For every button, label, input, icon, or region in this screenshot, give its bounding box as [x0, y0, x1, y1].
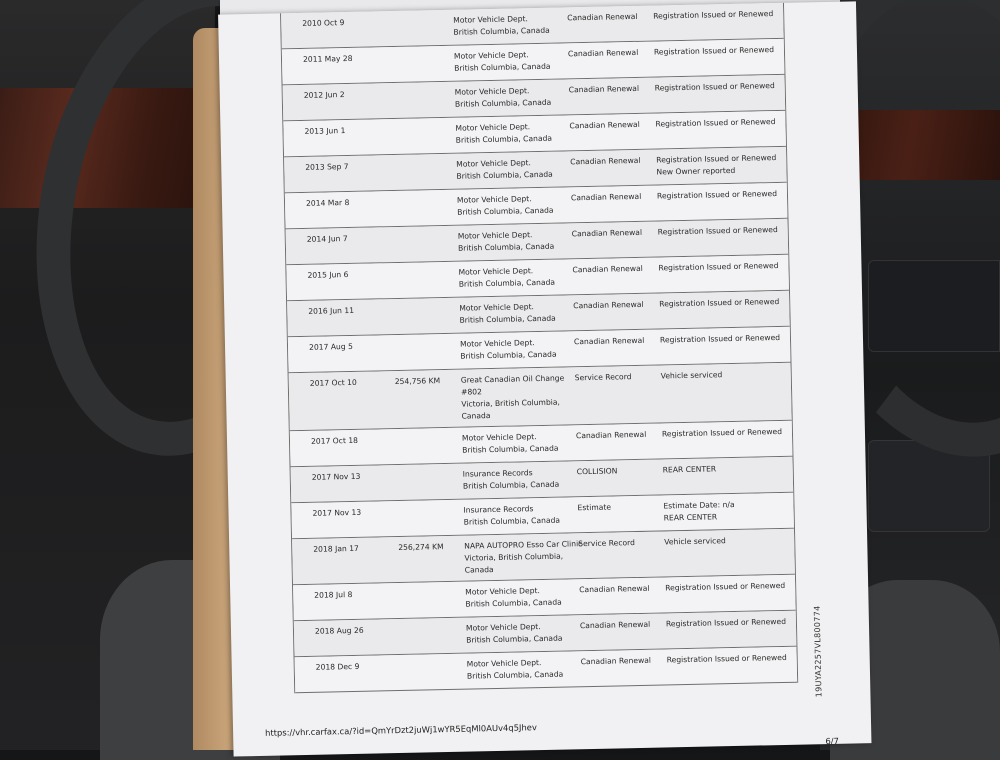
- source-cell-line: British Columbia, Canada: [454, 97, 552, 109]
- details-cell: [656, 152, 784, 179]
- source-cell-line: Motor Vehicle Dept.: [453, 50, 529, 61]
- odometer-cell: [394, 339, 460, 340]
- source-cell-line: Motor Vehicle Dept.: [457, 230, 533, 241]
- details-cell-line: Vehicle serviced: [664, 536, 726, 547]
- source-cell-line: Motor Vehicle Dept.: [459, 302, 535, 313]
- odometer-cell: [401, 659, 467, 660]
- source-cell: [463, 502, 575, 528]
- details-cell: [662, 426, 790, 441]
- source-cell-line: British Columbia, Canada: [459, 313, 556, 325]
- table-row: [289, 363, 792, 432]
- source-cell: [457, 192, 569, 218]
- source-cell-line: Motor Vehicle Dept.: [455, 122, 531, 133]
- date-cell: 2013 Jun 1: [304, 126, 346, 136]
- source-cell-line: Canada: [461, 411, 491, 421]
- date-cell: 2013 Sep 7: [305, 161, 349, 172]
- record-type-cell: Estimate: [577, 502, 612, 513]
- odometer-cell: [389, 87, 455, 88]
- source-cell-line: #802: [460, 387, 482, 397]
- details-cell: [661, 368, 789, 383]
- source-cell-line: British Columbia, Canada: [465, 597, 562, 609]
- details-cell: [654, 44, 782, 59]
- source-cell: [456, 156, 568, 182]
- date-cell: 2017 Oct 18: [310, 435, 359, 446]
- date-cell: 2018 Jul 8: [314, 589, 353, 600]
- details-cell-line: New Owner reported: [656, 165, 736, 177]
- source-cell: [454, 48, 566, 74]
- source-cell-line: Motor Vehicle Dept.: [458, 266, 534, 277]
- details-cell-line: Registration Issued or Renewed: [655, 117, 776, 129]
- record-type-cell: Canadian Renewal: [572, 263, 643, 275]
- details-cell-line: Registration Issued or Renewed: [661, 426, 783, 439]
- source-cell: [459, 300, 571, 326]
- date-cell: 2018 Dec 9: [315, 661, 360, 672]
- source-cell-line: Victoria, British Columbia,: [461, 397, 560, 409]
- vin-number: 19UYA2257VL800774: [812, 605, 824, 698]
- source-cell: [463, 466, 575, 492]
- source-cell-line: Canada: [464, 565, 494, 575]
- odometer-cell: [390, 159, 456, 160]
- source-cell: [462, 430, 574, 456]
- date-cell: 2018 Aug 26: [314, 625, 364, 636]
- record-type-cell: Canadian Renewal: [570, 155, 641, 167]
- source-cell-line: British Columbia, Canada: [454, 61, 551, 73]
- source-cell-line: British Columbia, Canada: [456, 169, 553, 181]
- odometer-cell: [392, 231, 458, 232]
- source-cell-line: British Columbia, Canada: [462, 479, 560, 491]
- odometer-cell: [387, 15, 453, 16]
- source-cell-line: British Columbia, Canada: [458, 277, 556, 289]
- date-cell: 2015 Jun 6: [307, 270, 349, 280]
- source-cell-line: British Columbia, Canada: [466, 633, 563, 645]
- source-cell: [455, 120, 567, 146]
- details-cell: [666, 616, 794, 631]
- details-cell: [665, 580, 793, 595]
- date-cell: 2014 Jun 7: [306, 234, 348, 244]
- details-cell-line: Registration Issued or Renewed: [665, 616, 787, 629]
- record-type-cell: Canadian Renewal: [568, 83, 640, 95]
- source-cell: [464, 538, 583, 576]
- source-cell: [460, 336, 572, 362]
- odometer-cell: [397, 469, 463, 470]
- source-cell: [466, 620, 578, 646]
- details-cell-line: Registration Issued or Renewed: [659, 296, 780, 309]
- details-cell: [663, 462, 791, 477]
- source-cell: [461, 372, 574, 422]
- odometer-cell: [393, 303, 459, 304]
- details-cell-line: Registration Issued or Renewed: [653, 9, 774, 21]
- details-cell-line: Registration Issued or Renewed: [654, 81, 775, 93]
- source-cell: [458, 264, 570, 290]
- odometer-cell: 256,274 KM: [398, 542, 444, 553]
- source-cell-line: British Columbia, Canada: [457, 241, 555, 253]
- details-cell-line: Registration Issued or Renewed: [665, 580, 786, 593]
- source-cell-line: British Columbia, Canada: [463, 515, 561, 527]
- details-cell-line: REAR CENTER: [662, 464, 717, 475]
- record-type-cell: Canadian Renewal: [570, 191, 642, 203]
- date-cell: 2014 Mar 8: [305, 197, 350, 208]
- source-cell: [465, 584, 577, 610]
- record-type-cell: Canadian Renewal: [579, 619, 651, 631]
- source-cell-line: NAPA AUTOPRO Esso Car Clinic: [464, 539, 583, 551]
- source-cell-line: British Columbia, Canada: [455, 133, 553, 145]
- details-cell-line: Registration Issued or Renewed: [666, 652, 787, 665]
- date-cell: 2016 Jun 11: [308, 305, 355, 316]
- odometer-cell: [397, 505, 463, 506]
- details-cell-line: Registration Issued or Renewed: [653, 45, 775, 57]
- report-url: https://vhr.carfax.ca/?id=QmYrDzt2juWj1wYR5EqMl0AUv4q5Jhev: [265, 722, 537, 738]
- source-cell-line: British Columbia, Canada: [453, 25, 550, 37]
- date-cell: 2011 May 28: [302, 53, 353, 64]
- source-cell-line: Motor Vehicle Dept.: [466, 658, 542, 669]
- details-cell: [664, 534, 792, 549]
- date-cell: 2010 Oct 9: [302, 18, 345, 28]
- date-cell: 2017 Nov 13: [311, 471, 361, 482]
- source-cell-line: Motor Vehicle Dept.: [459, 338, 535, 349]
- odometer-cell: 254,756 KM: [394, 376, 441, 387]
- details-cell: [667, 652, 795, 667]
- details-cell-line: Registration Issued or Renewed: [659, 332, 781, 345]
- record-type-cell: COLLISION: [576, 466, 618, 477]
- page-number: 6/7: [825, 735, 840, 747]
- source-cell-line: Motor Vehicle Dept.: [461, 432, 537, 443]
- details-cell-line: REAR CENTER: [663, 512, 718, 523]
- details-cell: [658, 224, 786, 239]
- vehicle-history-page: [218, 1, 871, 756]
- details-cell: [659, 296, 787, 311]
- record-type-cell: Canadian Renewal: [575, 429, 647, 441]
- source-cell-line: Insurance Records: [462, 468, 533, 479]
- source-cell-line: Motor Vehicle Dept.: [453, 14, 528, 25]
- odometer-cell: [400, 623, 466, 624]
- details-cell: [655, 80, 783, 95]
- date-cell: 2012 Jun 2: [303, 90, 345, 100]
- date-cell: 2017 Oct 10: [309, 377, 357, 388]
- source-cell-line: Victoria, British Columbia,: [464, 551, 564, 563]
- date-cell: 2017 Aug 5: [308, 341, 353, 352]
- details-cell-line: Registration Issued or Renewed: [658, 260, 779, 273]
- source-cell: [453, 12, 565, 38]
- source-cell-line: Motor Vehicle Dept.: [465, 622, 541, 633]
- details-cell: [663, 498, 791, 525]
- details-cell-line: Registration Issued or Renewed: [656, 189, 778, 201]
- odometer-cell: [391, 195, 457, 196]
- source-cell-line: British Columbia, Canada: [457, 205, 554, 217]
- record-type-cell: Canadian Renewal: [567, 11, 638, 23]
- odometer-cell: [396, 433, 462, 434]
- record-type-cell: Canadian Renewal: [571, 227, 643, 239]
- details-cell: [655, 116, 783, 131]
- details-cell: [657, 188, 785, 203]
- source-cell: [455, 84, 567, 110]
- details-cell-line: Estimate Date: n/a: [663, 499, 735, 511]
- date-cell: 2018 Jan 17: [313, 543, 359, 554]
- source-cell-line: Motor Vehicle Dept.: [456, 158, 532, 169]
- source-cell-line: Great Canadian Oil Change: [460, 373, 565, 385]
- details-cell: [660, 332, 788, 347]
- odometer-cell: [388, 51, 454, 52]
- date-cell: 2017 Nov 13: [312, 507, 362, 518]
- source-cell-line: Motor Vehicle Dept.: [456, 194, 532, 205]
- record-type-cell: Service Record: [574, 372, 632, 383]
- odometer-cell: [399, 587, 465, 588]
- record-type-cell: Canadian Renewal: [569, 119, 640, 131]
- history-table: [280, 3, 798, 693]
- source-cell-line: Insurance Records: [463, 504, 534, 515]
- record-type-cell: Canadian Renewal: [567, 47, 639, 59]
- record-type-cell: Canadian Renewal: [573, 335, 645, 347]
- odometer-cell: [389, 123, 455, 124]
- odometer-cell: [392, 267, 458, 268]
- details-cell-line: Registration Issued or Renewed: [657, 225, 778, 237]
- source-cell-line: British Columbia, Canada: [460, 349, 557, 361]
- details-cell-line: Vehicle serviced: [660, 370, 723, 381]
- source-cell-line: British Columbia, Canada: [466, 669, 564, 681]
- record-type-cell: Canadian Renewal: [579, 583, 650, 595]
- details-cell-line: Registration Issued or Renewed: [656, 153, 777, 165]
- source-cell-line: Motor Vehicle Dept.: [465, 586, 540, 597]
- source-cell: [458, 228, 570, 254]
- source-cell: [467, 656, 579, 682]
- source-cell-line: Motor Vehicle Dept.: [454, 86, 530, 97]
- details-cell: [653, 8, 781, 23]
- record-type-cell: Service Record: [578, 538, 636, 549]
- record-type-cell: Canadian Renewal: [580, 655, 652, 667]
- details-cell: [658, 260, 786, 275]
- record-type-cell: Canadian Renewal: [573, 299, 644, 311]
- source-cell-line: British Columbia, Canada: [462, 443, 559, 455]
